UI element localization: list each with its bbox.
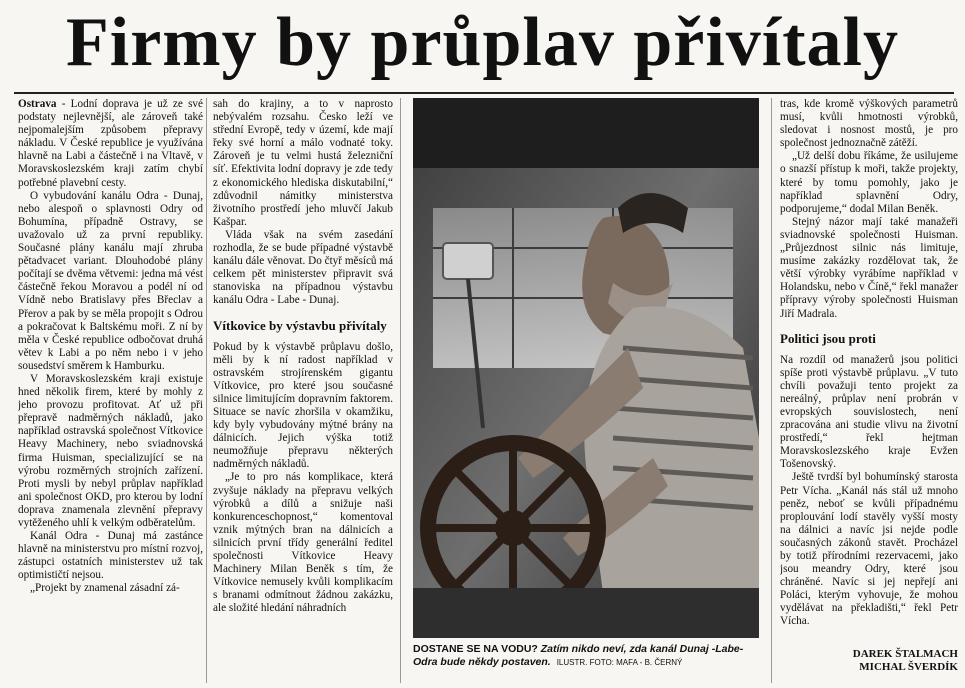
paragraph: Ještě tvrdší byl bohumínský starosta Petr Vícha. „Kanál nás stál už mnoho peněz, neboť se kvůli případnému proplouvání lodí stavěly vyšší mosty na dálnici a navíc jsi nejde podle současných zákonů stavět. Procházel by totiž přírodními rezervacemi, jako jsou meandry Odry, které jsou chráněné. Navíc si jej nepřejí ani Poláci, kterým vyhovuje, že mohou vydělávat na překladišti,“ řekl Petr Vícha. bbox=[780, 471, 958, 628]
dateline: Ostrava bbox=[18, 98, 57, 110]
column-divider bbox=[400, 98, 401, 683]
photo-illustration bbox=[413, 98, 759, 638]
byline: DAREK ŠTALMACH bbox=[852, 648, 958, 660]
paragraph: Kanál Odra - Dunaj má zastánce hlavně na ministerstvu pro místní rozvoj, zástupci ostatních ministerstev už tak optimističtí nejsou. bbox=[18, 530, 203, 582]
paragraph: „Je to pro nás komplikace, která zvyšuje náklady na přepravu velkých výrobků a dílů a snižuje naši konkurenceschopnost,“ komentoval vznik mýtných bran na dálnicích a silnicích první třídy generální ředitel společnosti Vítkovice Heavy Machinery Milan Beněk s tím, že Vítkovice nemusely kvůli komplikacím s branami odmítnout žádnou zakázku, ale složité hledání náhradních bbox=[213, 471, 393, 615]
paragraph: Na rozdíl od manažerů jsou politici spíše proti výstavbě průplavu. „V tuto chvíli považuji tento projekt za nereálný, průplav není probrán v evropských souvislostech, není zpracována ani studie vlivu na životní prostředí,“ řekl hejtman Moravskoslezského kraje Evžen Tošenovský. bbox=[780, 353, 958, 471]
subheading: Politici jsou proti bbox=[780, 330, 876, 346]
photo-caption bbox=[413, 643, 759, 669]
photo bbox=[413, 98, 759, 638]
headline-rule bbox=[14, 92, 954, 94]
column-1 bbox=[18, 98, 203, 688]
column-divider bbox=[206, 98, 207, 683]
paragraph: „Projekt by znamenal zásadní zá- bbox=[30, 582, 180, 595]
paragraph: Vláda však na svém zasedání rozhodla, že se bude případné výstavbě kanálu dále věnovat. Do čtyř měsíců má celkem pět ministerstev připravit svá stanoviska na případnou výstavbu kanálu Odra - Labe - Dunaj. bbox=[213, 228, 393, 307]
caption-lead: DOSTANE SE NA VODU? bbox=[413, 643, 538, 655]
paragraph: Stejný názor mají také manažeři sviadnovské společnosti Huisman. „Průjezdnost silnic nás limituje, musíme zakázky rozdělovat tak, že větší výrobky vyrábíme například v Holandsku, nebo v Číně,“ řekl manažer přípravy výroby společnosti Huisman Jiří Madrala. bbox=[780, 215, 958, 320]
subheading: Vítkovice by výstavbu přivítaly bbox=[213, 317, 387, 333]
paragraph: sah do krajiny, a to v naprosto nebývalém rozsahu. Česko leží ve střední Evropě, tedy v území, kde mají řeky své horní a málo vodnaté toky. Zároveň je tu velmi hustá železniční síť. Efektivita lodní dopravy je zde tedy z ekonomického hlediska diskutabilní,“ zdůvodnil námitky ministerstva životního prostředí jeho mluvčí Jakub Kašpar. bbox=[213, 98, 393, 228]
paragraph: O vybudování kanálu Odra - Dunaj, nebo alespoň o splavnosti Odry od Bohumína, případně Ostravy, se uvažovalo už za první republiky. Současné plány kanálu mají zhruba pětadvacet variant. Dlouhodobé plány počítají se dvěma větvemi: jedna má vést částečně řekou Moravou a podél ní od Vídně nebo Bratislavy přes Břeclav a Přerov a pak by se měla propojit s Odrou a pokračovat k Baltskému moři. Z ní by měla v České republice odbočovat druhá větev k Labi a po něm nebo i v jeho sousedství směrem k Hamburku. bbox=[18, 189, 203, 372]
column-4 bbox=[780, 98, 958, 688]
paragraph: „Už delší dobu říkáme, že usilujeme o snazší přístup k moři, takže projekty, které by tomu pomohly, jako je například splavnění Odry, podporujeme,“ dodal Milan Beněk. bbox=[780, 150, 958, 215]
photo-credit: ILUSTR. FOTO: MAFA - B. ČERNÝ bbox=[556, 658, 683, 667]
column-divider bbox=[771, 98, 772, 683]
byline: MICHAL ŠVERDÍK bbox=[859, 661, 958, 673]
paragraph: V Moravskoslezském kraji existuje hned několik firem, které by mohly z jeho provozu profitovat. Ať už při přepravě nadměrných nákladů, jako například ostravská společnost Vítkovice Heavy Machinery, nebo sviadnovská firma Huisman, specializující se na výrobu rozměrných strojních zařízení. Proti mysli by nebyl průplav například ani společnost OKD, pro kterou by lodní doprava znamenala zlevnění přepravy vytěženého uhlí k velkým odběratelům. bbox=[18, 372, 203, 529]
caption-text: Zatím nikdo neví, zda kanál Dunaj -Labe-Odra bude někdy postaven. bbox=[413, 643, 744, 668]
paragraph: tras, kde kromě výškových parametrů musí, kvůli hmotnosti výrobků, sledovat i nosnost mostů, je pro společnost jednoznačně zátěží. bbox=[780, 98, 958, 150]
paragraph: Pokud by k výstavbě průplavu došlo, měli by k ní radost například v ostravském strojírenském gigantu Vítkovice, pro které jsou současné silnice limitujícím dopravním faktorem. Situace se navíc zhoršila v okamžiku, kdy byly vybudovány mýtné brány na dálnicích. Jejich výška totiž neumožňuje přepravu některých nadměrných nákladů. bbox=[213, 340, 393, 471]
paragraph: Ostrava - Lodní doprava je už ze své podstaty nejlevnější, ale zároveň také nejpomalejším způsobem přepravy nákladu. V České republice je využívána hlavně na Labi a částečně i na Vltavě, v Moravskoslezském kraji zatím chybí potřebné plavební cesty. bbox=[18, 98, 203, 189]
column-2 bbox=[213, 98, 393, 688]
bylines bbox=[780, 648, 958, 674]
headline: Firmy by průplav přivítaly bbox=[66, 4, 899, 81]
